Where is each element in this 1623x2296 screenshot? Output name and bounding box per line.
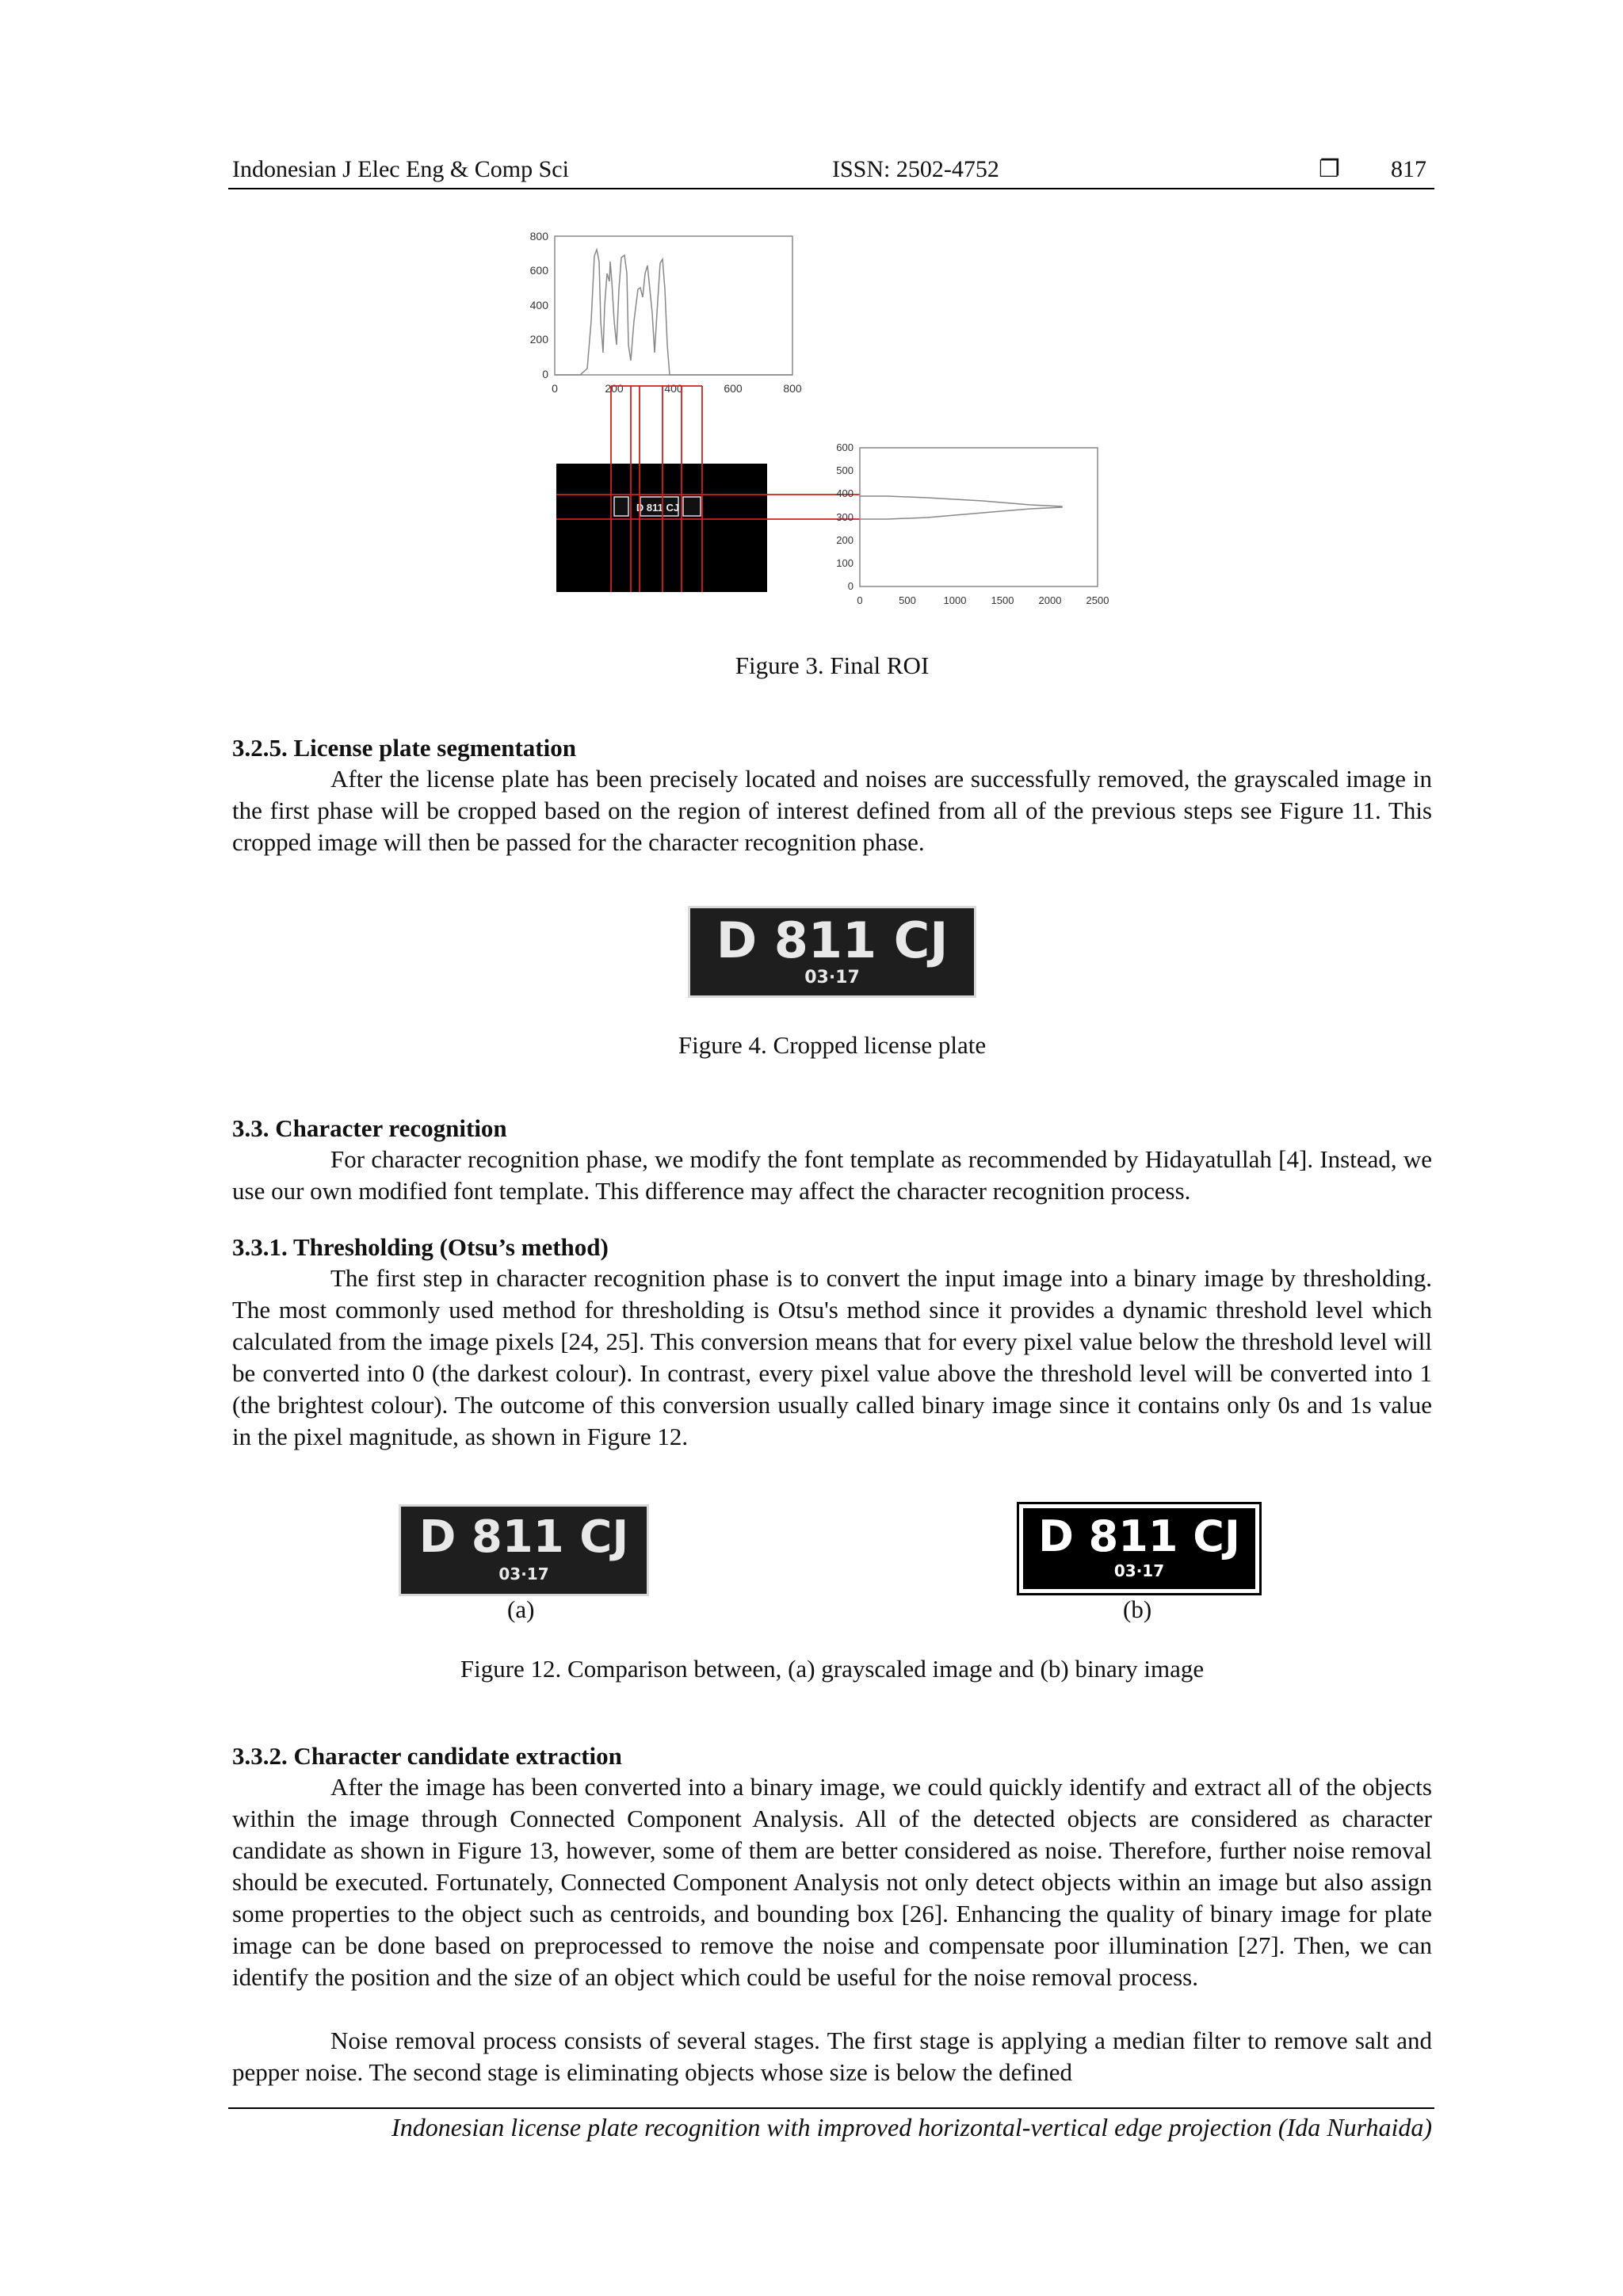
body-paragraph: Noise removal process consists of several stages. The first stage is applying a median filter to remove salt and pepper noise. The second stage is eliminating objects whose size is below the defined — [232, 2027, 1432, 2086]
body-paragraph: After the license plate has been precisely located and noises are successfully removed, the grayscaled image in the first phase will be cropped based on the region of interest defined from all of the previous steps see Figure 11. This cropped image will then be passed for the character recognition phase. — [232, 765, 1432, 856]
figure-4-caption: Figure 4. Cropped license plate — [678, 1031, 987, 1059]
plate-char-box — [683, 497, 701, 516]
tick-label: 600 — [724, 382, 743, 395]
plate-main-text: D 811 CJ — [716, 911, 949, 969]
tick-label: 0 — [847, 580, 854, 592]
body-paragraph: After the image has been converted into a binary image, we could quickly identify and extract all of the objects within the image through Connected Component Analysis. All of the detected objects are considered as character candidate as shown in Figure 13, however, some of them are better considered as noise. Therefore, further noise removal should be executed. Fortunately, Connected Component Analysis not only detect objects within an image but also assign some properties to the object such as centroids, and bounding box [26]. Enhancing the quality of binary image for plate image can be done based on preprocessed to remove the noise and compensate poor illumination [27]. Then, we can identify the position and the size of an object which could be useful for the noise removal process. — [232, 1773, 1432, 1991]
right-plot-frame — [860, 448, 1098, 586]
plate-sub-text: 03·17 — [1113, 1561, 1165, 1580]
header-rule — [228, 188, 1434, 189]
body-paragraph: The first step in character recognition phase is to convert the input image into a binary image by thresholding. The most commonly used method for thresholding is Otsu's method since it provides a dynamic threshold level which calculated from the image pixels [24, 25]. This conversion means that for every pixel value below the threshold level will be converted into 0 (the darkest colour). In contrast, every pixel value above the threshold level will be converted into 1 (the brightest colour). The outcome of this conversion usually called binary image since it contains only 0s and 1s value in the pixel magnitude, as shown in Figure 12. — [232, 1264, 1432, 1450]
tick-label: 2000 — [1038, 594, 1062, 606]
footer-rule — [228, 2107, 1434, 2109]
figure-12-caption: Figure 12. Comparison between, (a) grayscaled image and (b) binary image — [460, 1655, 1205, 1683]
figure-3-graphic — [507, 226, 1157, 622]
tick-label: 500 — [899, 594, 916, 606]
horizontal-projection-curve — [555, 250, 792, 375]
issn: ISSN: 2502-4752 — [832, 156, 999, 182]
tick-label: 600 — [836, 441, 854, 453]
body-paragraph: For character recognition phase, we modify the font template as recommended by Hidayatullah [4]. Instead, we use our own modified font template. This difference may affect the character recognition process. — [232, 1145, 1432, 1205]
page-marker-icon: ❐ — [1319, 155, 1340, 183]
tick-label: 2500 — [1086, 594, 1109, 606]
subfigure-label-b: (b) — [1123, 1595, 1152, 1623]
tick-label: 400 — [836, 487, 854, 499]
figure-3 — [507, 226, 1157, 622]
running-footer: Indonesian license plate recognition with improved horizontal-vertical edge projection (Ida Nurhaida) — [391, 2113, 1432, 2141]
binary-plate-image — [1019, 1504, 1259, 1593]
plate-main-text: D 811 CJ — [418, 1511, 629, 1563]
tick-label: 0 — [857, 594, 863, 606]
plate-sub-text: 03·17 — [498, 1564, 549, 1584]
tick-label: 500 — [836, 464, 854, 476]
tick-label: 600 — [529, 264, 548, 277]
plate-sub-text: 03·17 — [804, 968, 860, 988]
section-heading: 3.3.2. Character candidate extraction — [232, 1742, 622, 1770]
tick-label: 300 — [836, 511, 854, 523]
journal-name: Indonesian J Elec Eng & Comp Sci — [232, 156, 569, 182]
section-heading: 3.2.5. License plate segmentation — [232, 734, 576, 762]
tick-label: 400 — [664, 382, 683, 395]
tick-label: 1000 — [943, 594, 967, 606]
tick-label: 100 — [836, 557, 854, 569]
grayscale-plate-image — [399, 1504, 649, 1596]
vertical-projection-curve — [860, 496, 1062, 519]
tick-label: 200 — [605, 382, 624, 395]
tick-label: 400 — [529, 299, 548, 311]
cropped-plate-image — [688, 906, 976, 998]
tick-label: 0 — [542, 368, 548, 380]
tick-label: 200 — [836, 534, 854, 546]
section-heading: 3.3. Character recognition — [232, 1114, 507, 1142]
subfigure-label-a: (a) — [507, 1595, 535, 1623]
plate-main-text: D 811 CJ — [1038, 1511, 1240, 1561]
figure-3-caption: Figure 3. Final ROI — [735, 651, 930, 679]
plate-text-small: D 811 CJ — [636, 502, 680, 514]
tick-label: 0 — [552, 382, 558, 395]
section-heading: 3.3.1. Thresholding (Otsu’s method) — [232, 1233, 609, 1261]
source-image — [556, 464, 767, 592]
tick-label: 1500 — [991, 594, 1014, 606]
top-plot-frame — [555, 236, 792, 375]
tick-label: 800 — [529, 230, 548, 243]
plate-char-box — [614, 497, 628, 516]
tick-label: 200 — [529, 333, 548, 346]
tick-label: 800 — [783, 382, 802, 395]
page-number: 817 — [1391, 156, 1426, 182]
